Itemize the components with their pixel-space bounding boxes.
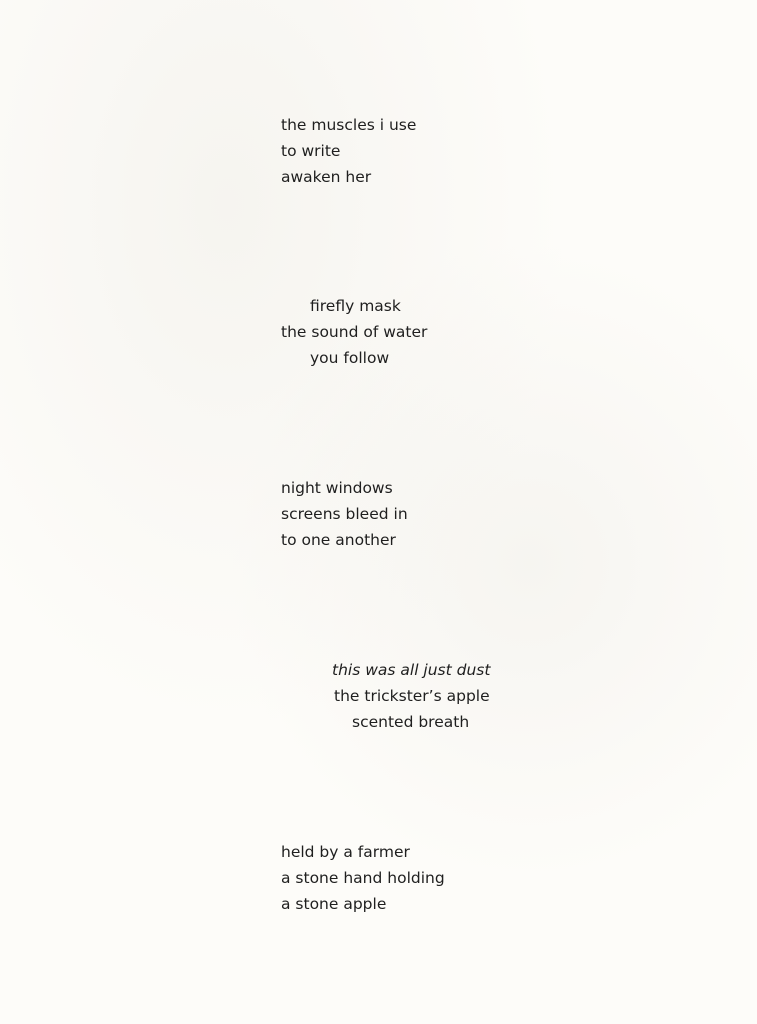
poem-line: night windows — [281, 479, 393, 497]
poem-line: the trickster’s apple — [334, 687, 490, 705]
poem-line: to one another — [281, 531, 396, 549]
poem-line: held by a farmer — [281, 843, 410, 861]
poem-line: the sound of water — [281, 323, 428, 341]
poem-line: firefly mask — [310, 297, 401, 315]
poem-line: the muscles i use — [281, 116, 417, 134]
poem-line: to write — [281, 142, 341, 160]
poem-line: scented breath — [352, 713, 470, 731]
poem-line: awaken her — [281, 168, 372, 186]
poem-line: you follow — [310, 349, 390, 367]
poem-line: screens bleed in — [281, 505, 408, 523]
poem-line: a stone hand holding — [281, 869, 445, 887]
poem-line: a stone apple — [281, 895, 387, 913]
poem-line: this was all just dust — [332, 661, 491, 679]
